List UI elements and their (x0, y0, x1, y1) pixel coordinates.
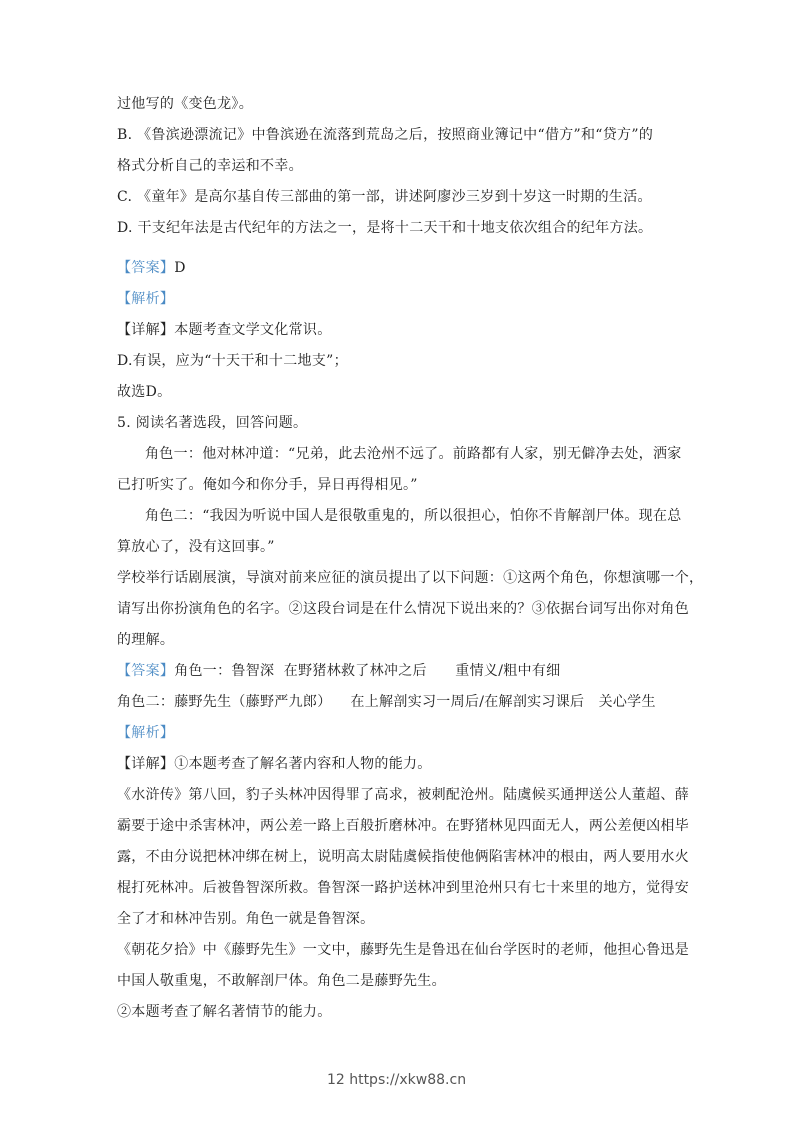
detail-line: 全了才和林冲告别。角色一就是鲁智深。 (117, 911, 375, 927)
option-d-line: D. 干支纪年法是古代纪年的方法之一，是将十二天干和十地支依次组合的纪年方法。 (117, 220, 653, 236)
detail-tag: 【详解】 (117, 756, 175, 772)
q4-conclusion: 故选D。 (117, 384, 172, 400)
option-c-line: C. 《童年》是高尔基自传三部曲的第一部，讲述阿廖沙三岁到十岁这一时期的生活。 (117, 189, 652, 205)
analysis-tag: 【解析】 (117, 725, 175, 741)
detail-tag: 【详解】 (117, 322, 175, 338)
q5-answer-line-2: 角色二：藤野先生（藤野严九郎） 在上解剖实习一周后/在解剖实习课后 关心学生 (117, 694, 656, 710)
q5-detail-first: 【详解】①本题考查了解名著内容和人物的能力。 (117, 756, 432, 772)
question-line-2: 请写出你扮演角色的名字。②这段台词是在什么情况下说出来的？③依据台词写出你对角色 (117, 601, 689, 617)
option-b-line-1: B. 《鲁滨逊漂流记》中鲁滨逊在流落到荒岛之后，按照商业簿记中“借方”和“贷方”的 (117, 127, 654, 143)
q5-answer-line-1: 【答案】角色一：鲁智深 在野猪林救了林冲之后 重情义/粗中有细 (117, 663, 561, 679)
detail-line: 《朝花夕拾》中《藤野先生》一文中，藤野先生是鲁迅在仙台学医时的老师，他担心鲁迅是 (117, 942, 689, 958)
option-b-line-2: 格式分析自己的幸运和不幸。 (117, 158, 303, 174)
answer-tag: 【答案】 (117, 663, 175, 679)
question-line-1: 学校举行话剧展演，导演对前来应征的演员提出了以下问题：①这两个角色，你想演哪一个， (117, 570, 704, 586)
q4-detail-line: D.有误，应为“十天干和十二地支”； (117, 353, 348, 369)
q4-answer (117, 259, 687, 277)
text-line: 过他写的《变色龙》。 (117, 96, 253, 112)
detail-line: 霸要于途中杀害林冲，两公差一路上百般折磨林冲。在野猪林见四面无人，两公差便凶相毕 (117, 818, 689, 834)
question-line-3: 的理解。 (117, 632, 175, 648)
role1-line-1: 角色一：他对林冲道：“兄弟，此去沧州不远了。前路都有人家，别无僻净去处，洒家 (145, 446, 682, 462)
answer-value: D (174, 260, 186, 276)
detail-line: ②本题考查了解名著情节的能力。 (117, 1004, 332, 1020)
q4-detail: 【详解】本题考查文学文化常识。 (117, 322, 332, 338)
q5-analysis-heading (117, 724, 687, 742)
detail-line: 棍打死林冲。后被鲁智深所救。鲁智深一路护送林冲到里沧州只有七十来里的地方，觉得安 (117, 880, 689, 896)
detail-line: 中国人敬重鬼，不敢解剖尸体。角色二是藤野先生。 (117, 973, 446, 989)
page-footer: 12 https://xkw88.cn (326, 1072, 467, 1088)
q4-analysis-heading (117, 290, 687, 308)
role2-line-2: 算放心了，没有这回事。” (117, 539, 275, 555)
role1-line-2: 已打听实了。俺如今和你分手，异日再得相见。” (117, 477, 418, 493)
q5-title: 5. 阅读名著选段，回答问题。 (117, 415, 308, 431)
answer-tag: 【答案】 (117, 260, 175, 276)
detail-line: 《水浒传》第八回，豹子头林冲因得罪了高求，被刺配沧州。陆虞候买通押送公人董超、薛 (117, 787, 689, 803)
analysis-tag: 【解析】 (117, 291, 175, 307)
detail-line: 露，不由分说把林冲绑在树上，说明高太尉陆虞候指使他俩陷害林冲的根由，两人要用水火 (117, 849, 689, 865)
role2-line-1: 角色二：“我因为听说中国人是很敬重鬼的，所以很担心，怕你不肯解剖尸体。现在总 (145, 508, 682, 524)
